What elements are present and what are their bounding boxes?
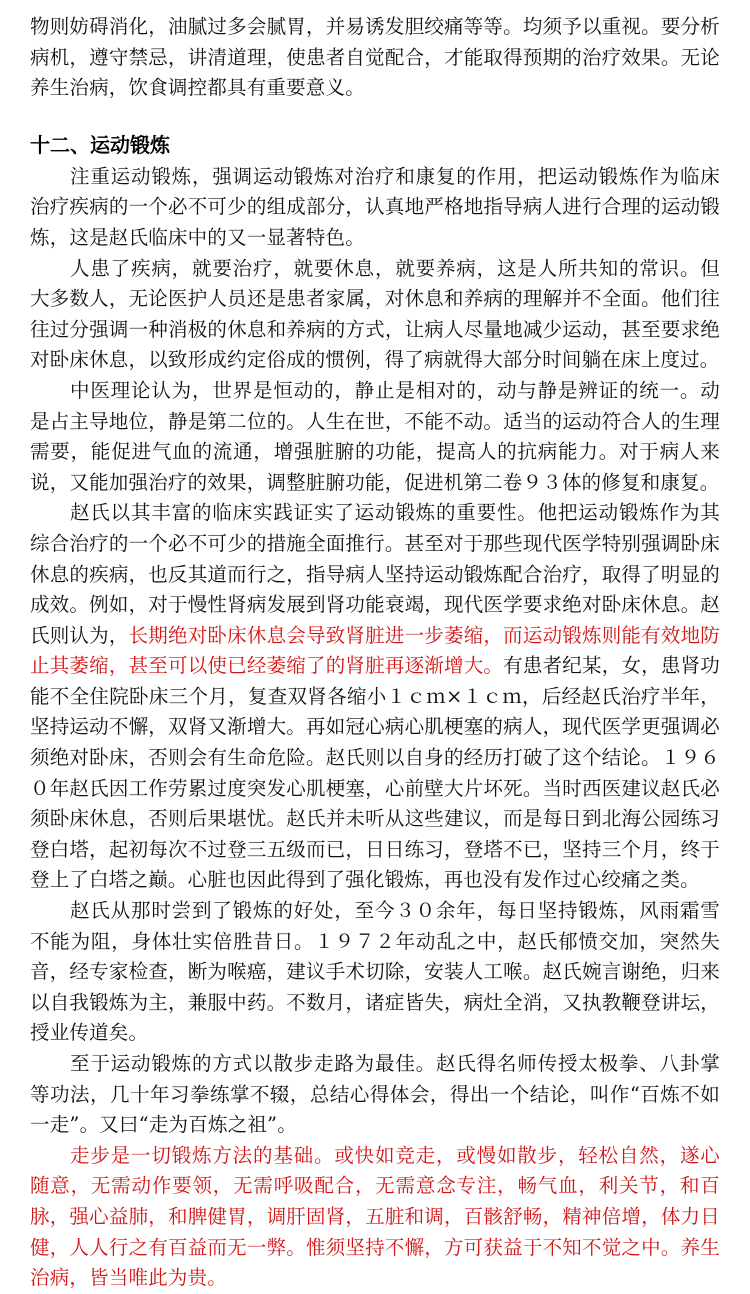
intro-paragraph: 物则妨碍消化，油腻过多会腻胃，并易诱发胆绞痛等等。均须予以重视。要分析病机，遵守禁忌，讲清道理，使患者自觉配合，才能取得预期的治疗效果。无论养生治病，饮食调控都具有重要意义。: [30, 15, 720, 100]
paragraph-7-highlight: 走步是一切锻炼方法的基础。或快如竞走，或慢如散步，轻松自然，遂心随意，无需动作要领，无需呼吸配合，无需意念专注，畅气血，利关节，和百脉，强心益肺，和脾健胃，调肝固肾，五脏和调，百骸舒畅，精神倍增，体力日健，人人行之有百益而无一弊。惟须坚持不懈，方可获益于不知不觉之中。养生治病，皆当唯此为贵。: [30, 1143, 720, 1290]
paragraph-3: 中医理论认为，世界是恒动的，静止是相对的，动与静是辨证的统一。动是占主导地位，静是第二位的。人生在世，不能不动。适当的运动符合人的生理需要，能促进气血的流通，增强脏腑的功能，提高人的抗病能力。对于病人来说，又能加强治疗的效果，调整脏腑功能，促进机第二卷９３体的修复和康复。: [30, 378, 720, 494]
paragraph-1: 注重运动锻炼，强调运动锻炼对治疗和康复的作用，把运动锻炼作为临床治疗疾病的一个必不可少的组成部分，认真地严格地指导病人进行合理的运动锻炼，这是赵氏临床中的又一显著特色。: [30, 164, 720, 249]
document-page: [30, 12, 720, 1294]
paragraph-4: [30, 498, 720, 896]
paragraph-2: 人患了疾病，就要治疗，就要休息，就要养病，这是人所共知的常识。但大多数人，无论医护人员还是患者家属，对休息和养病的理解并不全面。他们往往过分强调一种消极的休息和养病的方式，让病人尽量地减少运动，甚至要求绝对卧床休息，以致形成约定俗成的惯例，得了病就得大部分时间躺在床上度过。: [30, 256, 720, 372]
section-heading: 十二、运动锻炼: [30, 132, 170, 157]
paragraph-6: 至于运动锻炼的方式以散步走路为最佳。赵氏得名师传授太极拳、八卦掌等功法，几十年习拳练掌不辍，总结心得体会，得出一个结论，叫作“百炼不如一走”。又曰“走为百炼之祖”。: [30, 1052, 720, 1137]
paragraph-4-text-b: 有患者纪某，女，患肾功能不全住院卧床三个月，复查双肾各缩小１ｃｍ×１ｃｍ，后经赵氏治疗半年，坚持运动不懈，双肾又渐增大。再如冠心病心肌梗塞的病人，现代医学更强调必须绝对卧床，否则会有生命危险。赵氏则以自身的经历打破了这个结论。１９６０年赵氏因工作劳累过度突发心肌梗塞，心前壁大片坏死。当时西医建议赵氏必须卧床休息，否则后果堪忧。赵氏并未听从这些建议，而是每日到北海公园练习登白塔，起初每次不过登三五级而已，日日练习，登塔不已，坚持三个月，终于登上了白塔之巅。心脏也因此得到了强化锻炼，再也没有发作过心绞痛之类。: [30, 654, 720, 892]
paragraph-5: 赵氏从那时尝到了锻炼的好处，至今３０余年，每日坚持锻炼，风雨霜雪不能为阻，身体壮实倍胜昔日。１９７２年动乱之中，赵氏郁愤交加，突然失音，经专家检查，断为喉癌，建议手术切除，安装人工喉。赵氏婉言谢绝，归来以自我锻炼为主，兼服中药。不数月，诸症皆失，病灶全消，又执教鞭登讲坛，授业传道矣。: [30, 899, 720, 1045]
paragraph-4-highlight: 长期绝对卧床休息会导致肾脏进一步萎缩，而运动锻炼则能有效地防止其萎缩，甚至可以使已经萎缩了的肾脏再逐渐增大。: [30, 623, 720, 678]
paragraph-4-text-a: 赵氏以其丰富的临床实践证实了运动锻炼的重要性。他把运动锻炼作为其综合治疗的一个必不可少的措施全面推行。甚至对于那些现代医学特别强调卧床休息的疾病，也反其道而行之，指导病人坚持运动锻炼配合治疗，取得了明显的成效。例如，对于慢性肾病发展到肾功能衰竭，现代医学要求绝对卧床休息。赵氏则认为，: [30, 501, 720, 647]
